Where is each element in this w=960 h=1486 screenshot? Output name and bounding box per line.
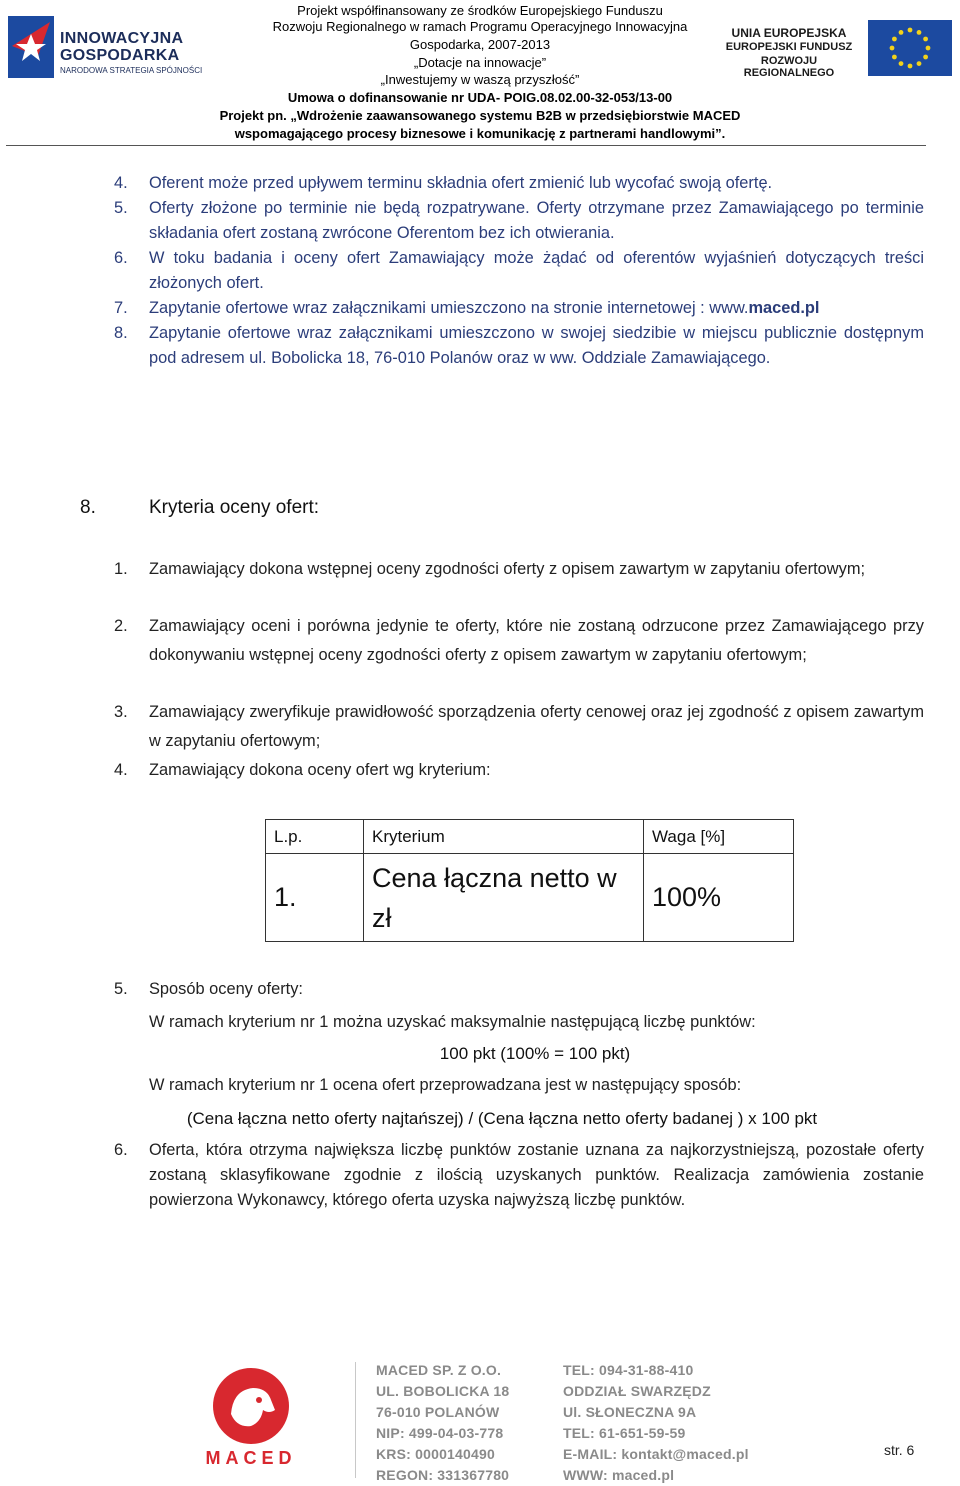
header-bold-line-3: wspomagającego procesy biznesowe i komunikację z partnerami handlowymi”. [234, 126, 726, 141]
list-number: 6. [114, 1141, 128, 1159]
eu-flag-icon [868, 20, 952, 76]
footer-col2 [563, 1360, 749, 1486]
header-bold-line-2: Projekt pn. „Wdrożenie zaawansowanego systemu B2B w przedsiębiorstwie MACED [219, 108, 741, 123]
list-number: 2. [114, 617, 128, 635]
footer-branch: ODDZIAŁ SWARZĘDZ [563, 1383, 711, 1399]
header-line-4: „Dotacje na innowacje” [413, 55, 547, 70]
list-text: Zamawiający oceni i porówna jedynie te oferty, które nie zostaną odrzucone przez Zamawiającego przy dokonywaniu wstępnej oceny zgodności oferty z opisem zawartym w zapytaniu ofertowym; [149, 617, 924, 664]
point5-formula2: (Cena łączna netto oferty najtańszej) / (Cena łączna netto oferty badanej ) x 100 pkt [186, 1109, 818, 1128]
footer-www: WWW: maced.pl [563, 1467, 675, 1483]
header-line-2: Rozwoju Regionalnego w ramach Programu Operacyjnego Innowacyjna [272, 19, 688, 34]
maced-logo-text: MACED [205, 1448, 297, 1468]
table-header-cell: Waga [%] [644, 820, 794, 854]
footer-tel: TEL: 094-31-88-410 [563, 1362, 694, 1378]
eu-line3: ROZWOJU REGIONALNEGO [743, 55, 835, 79]
header-line-3: Gospodarka, 2007-2013 [409, 37, 551, 52]
eu-logo [716, 20, 954, 79]
list-text: Zamawiający zweryfikuje prawidłowość sporządzenia oferty cenowej oraz jej zgodność z opisem zawartym w zapytaniu ofertowym; [149, 703, 924, 750]
footer-col1 [376, 1360, 509, 1486]
criteria-table [265, 819, 794, 942]
table-header-row [266, 820, 794, 854]
header-line-5: „Inwestujemy w waszą przyszłość” [380, 72, 580, 87]
eu-line2: EUROPEJSKI FUNDUSZ [725, 41, 853, 53]
list-text: Zamawiający dokona oceny ofert wg kryterium: [149, 761, 491, 779]
list-text: Zamawiający dokona wstępnej oceny zgodności oferty z opisem zawartym w zapytaniu ofertowym; [149, 560, 866, 578]
page-number: str. 6 [884, 1442, 915, 1458]
footer-city: 76-010 POLANÓW [376, 1404, 500, 1420]
point5-line2: W ramach kryterium nr 1 ocena ofert przeprowadzana jest w następujący sposób: [149, 1076, 742, 1094]
list-text: Zapytanie ofertowe wraz załącznikami umieszczono w swojej siedzibie w miejscu publicznie dostępnym pod adresem ul. Bobolicka 18, 76-010 Polanów oraz w ww. Oddziale Zamawiającego. [149, 324, 924, 367]
footer-branch-tel: TEL: 61-651-59-59 [563, 1425, 686, 1441]
list-text: Oferty złożone po terminie nie będą rozpatrywane. Oferty otrzymane przez Zamawiającego po terminie składania ofert zostaną zwrócone Oferentom bez ich otwierania. [149, 199, 924, 242]
footer-divider [355, 1362, 356, 1478]
list-number: 4. [114, 761, 128, 779]
footer-regon: REGON: 331367780 [376, 1467, 510, 1483]
table-cell: 1. [266, 854, 364, 942]
maced-logo [196, 1364, 306, 1474]
point5-formula1: 100 pkt (100% = 100 pkt) [439, 1044, 631, 1063]
maced-dog-icon [209, 1364, 293, 1448]
list-text: Oferent może przed upływem terminu składnia ofert zmienić lub wycofać swoją ofertę. [149, 174, 773, 192]
table-cell: Cena łączna netto w zł [364, 854, 644, 942]
list-text: Zapytanie ofertowe wraz załącznikami umieszczono na stronie internetowej : www. [149, 299, 749, 317]
footer-branch-street: Ul. SŁONECZNA 9A [563, 1404, 697, 1420]
list-number: 3. [114, 703, 128, 721]
list-number: 7. [114, 299, 128, 317]
footer-nip: NIP: 499-04-03-778 [376, 1425, 504, 1441]
section-number: 8. [80, 497, 96, 518]
footer-street: UL. BOBOLICKA 18 [376, 1383, 510, 1399]
list-number: 1. [114, 560, 128, 578]
list-number: 5. [114, 199, 128, 217]
logo-line1: INNOWACYJNA [60, 30, 184, 47]
table-row [266, 854, 794, 942]
point5-title: Sposób oceny oferty: [149, 980, 303, 998]
list-number: 4. [114, 174, 128, 192]
point6-text: Oferta, która otrzyma największa liczbę punktów zostanie uznana za najkorzystniejszą, pozostałe oferty zostaną sklasyfikowane zgodnie z ilością uzyskanych punktów. Realizacja zamówienia zostanie powierzona Wykonawcy, którego oferta uzyska najwyższą liczbę punktów. [149, 1141, 924, 1209]
footer-company: MACED SP. Z O.O. [376, 1362, 502, 1378]
table-header-cell: L.p. [266, 820, 364, 854]
logo-line3: NARODOWA STRATEGIA SPÓJNOŚCI [60, 66, 203, 75]
list-number: 6. [114, 249, 128, 267]
point5-line1: W ramach kryterium nr 1 można uzyskać maksymalnie następującą liczbę punktów: [149, 1013, 756, 1031]
website-link[interactable]: maced.pl [748, 299, 820, 317]
header-divider [6, 145, 926, 146]
logo-line2: GOSPODARKA [60, 47, 180, 64]
footer-email: E-MAIL: kontakt@maced.pl [563, 1446, 749, 1462]
list-number: 8. [114, 324, 128, 342]
eu-line1: UNIA EUROPEJSKA [731, 26, 847, 40]
table-header-cell: Kryterium [364, 820, 644, 854]
list-text: W toku badania i oceny ofert Zamawiający może żądać od oferentów wyjaśnień dotyczących treści złożonych ofert. [149, 249, 924, 292]
table-cell: 100% [644, 854, 794, 942]
footer-krs: KRS: 0000140490 [376, 1446, 495, 1462]
section-title: Kryteria oceny ofert: [149, 497, 320, 518]
header-bold-line-1: Umowa o dofinansowanie nr UDA- POIG.08.02.00-32-053/13-00 [287, 90, 673, 105]
header-line-1: Projekt współfinansowany ze środków Europejskiego Funduszu [297, 3, 663, 18]
list-number: 5. [114, 980, 128, 998]
